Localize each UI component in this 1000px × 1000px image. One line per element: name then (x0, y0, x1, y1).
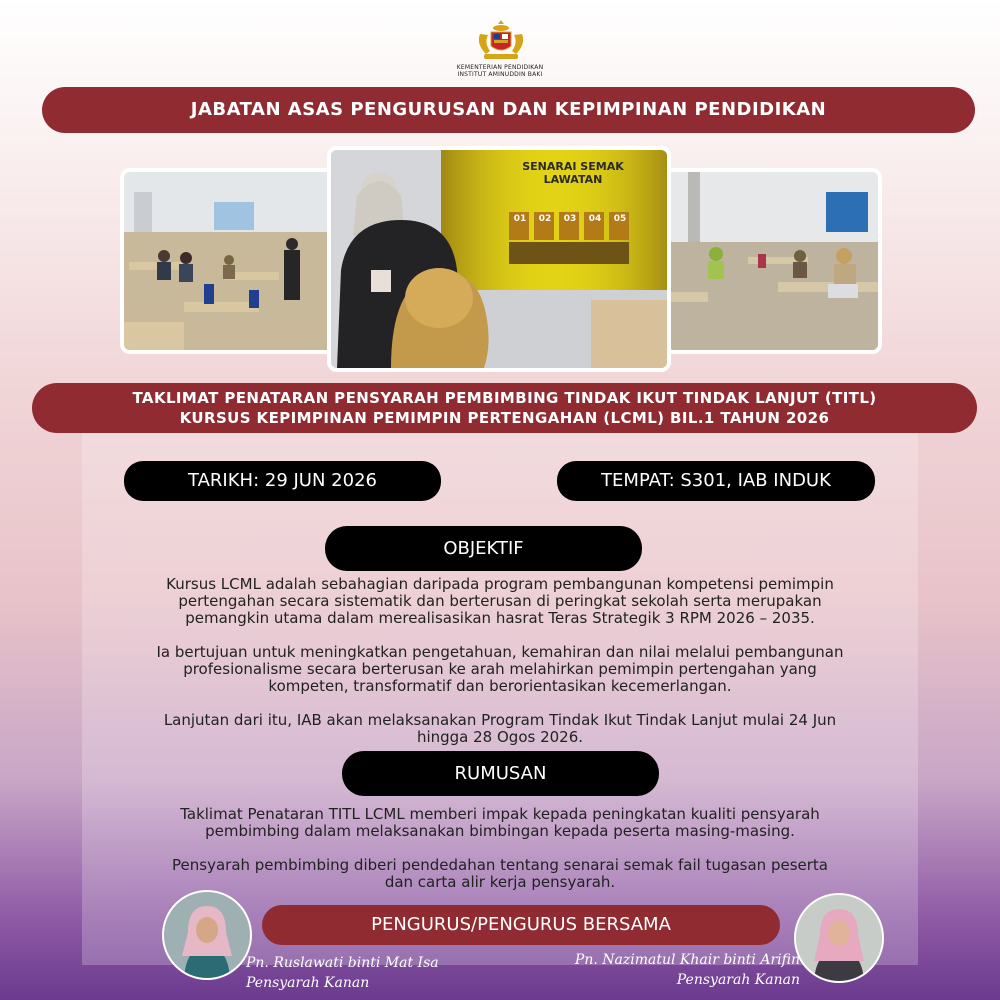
event-title-line: TAKLIMAT PENATARAN PENSYARAH PEMBIMBING TINDAK IKUT TINDAK LANJUT (TITL) (132, 389, 877, 407)
objektif-paragraph-3 (82, 712, 918, 746)
text-line: pemangkin utama dalam merealisasikan hasrat Teras Strategik 3 RPM 2026 – 2035. (185, 609, 815, 627)
photo-classroom-left (120, 168, 338, 354)
slide-step: 03 (563, 214, 577, 224)
pengurus-banner: PENGURUS/PENGURUS BERSAMA (262, 905, 780, 945)
rumusan-paragraph-2 (82, 857, 918, 891)
coat-of-arms-icon (474, 18, 528, 62)
text-line: pertengahan secara sistematik dan berterusan di peringkat sekolah serta merupakan (178, 592, 822, 610)
date-pill: TARIKH: 29 JUN 2026 (124, 461, 441, 501)
text-line: profesionalisme secara berterusan ke arah melahirkan pemimpin pertengahan yang (183, 660, 817, 678)
photo-presentation (327, 146, 671, 372)
person-title: Pensyarah Kanan (246, 975, 370, 991)
slide-step: 05 (613, 214, 627, 224)
institute-line: INSTITUT AMINUDDIN BAKI (457, 71, 543, 78)
ministry-line: KEMENTERIAN PENDIDIKAN (456, 64, 544, 71)
event-title-line: KURSUS KEPIMPINAN PEMIMPIN PERTENGAHAN (LCML) BIL.1 TAHUN 2026 (179, 409, 830, 427)
objektif-paragraph-1 (82, 576, 918, 627)
text-line: hingga 28 Ogos 2026. (416, 728, 584, 746)
event-title-banner (32, 383, 977, 433)
department-banner: JABATAN ASAS PENGURUSAN DAN KEPIMPINAN PENDIDIKAN (42, 87, 975, 133)
text-line: dan carta alir kerja pensyarah. (384, 873, 616, 891)
slide-step: 02 (538, 214, 552, 224)
signature-right (550, 950, 800, 990)
venue-pill: TEMPAT: S301, IAB INDUK (557, 461, 875, 501)
photo-classroom-right (664, 168, 882, 354)
signature-left (246, 953, 439, 993)
slide-step: 01 (513, 214, 527, 224)
slide-step: 04 (588, 214, 602, 224)
person-name: Pn. Ruslawati binti Mat Isa (246, 955, 439, 971)
person-title: Pensyarah Kanan (676, 972, 800, 988)
avatar-right (794, 893, 884, 983)
rumusan-paragraph-1 (82, 806, 918, 840)
text-line: kompeten, transformatif dan berorientasikan kecemerlangan. (268, 677, 732, 695)
avatar-left (162, 890, 252, 980)
text-line: Ia bertujuan untuk meningkatkan pengetahuan, kemahiran dan nilai melalui pembangunan (156, 643, 844, 661)
objektif-paragraph-2 (82, 644, 918, 695)
text-line: Pensyarah pembimbing diberi pendedahan tentang senarai semak fail tugasan peserta (172, 856, 828, 874)
slide-title: SENARAI SEMAK LAWATAN (522, 160, 624, 186)
rumusan-heading: RUMUSAN (342, 751, 659, 796)
text-line: Kursus LCML adalah sebahagian daripada program pembangunan kompetensi pemimpin (166, 575, 834, 593)
text-line: Taklimat Penataran TITL LCML memberi impak kepada peningkatan kualiti pensyarah (180, 805, 820, 823)
text-line: pembimbing dalam melaksanakan bimbingan kepada peserta masing-masing. (205, 822, 795, 840)
objektif-heading: OBJEKTIF (325, 526, 642, 571)
person-name: Pn. Nazimatul Khair binti Arifin (574, 952, 800, 968)
text-line: Lanjutan dari itu, IAB akan melaksanakan Program Tindak Ikut Tindak Lanjut mulai 24 Jun (163, 711, 837, 729)
